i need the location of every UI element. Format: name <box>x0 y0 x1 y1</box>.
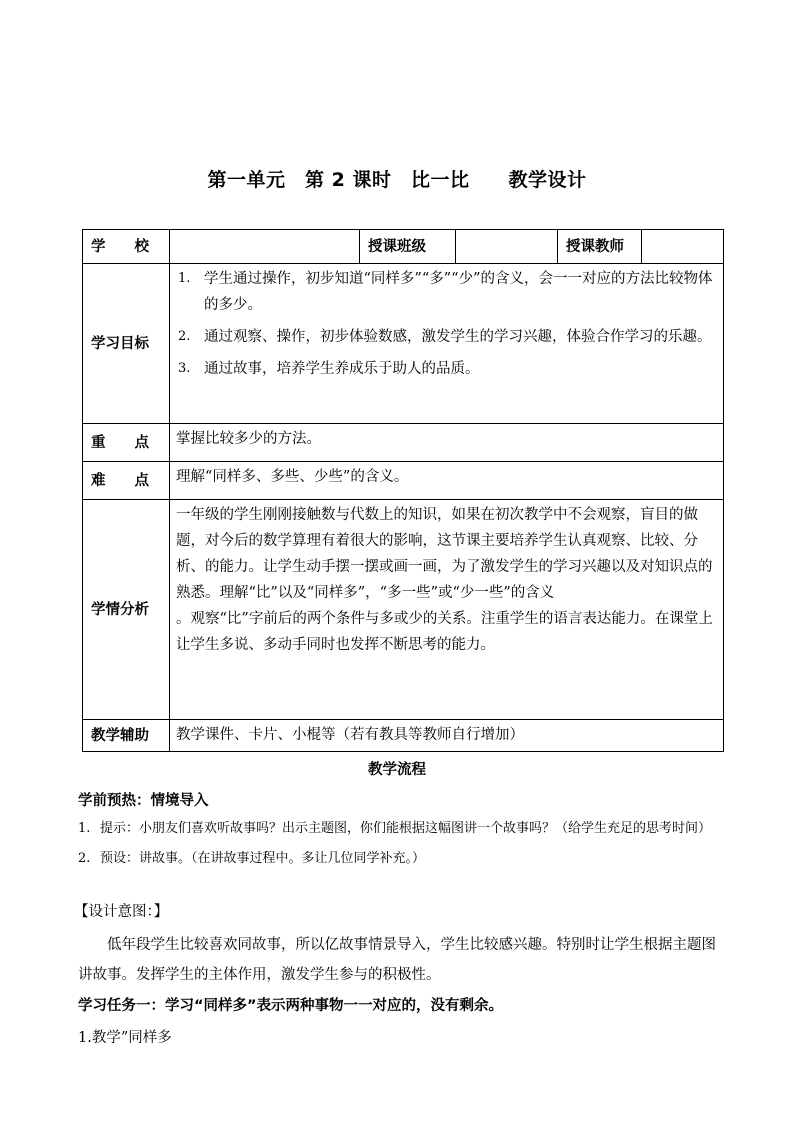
goal-item <box>176 356 717 382</box>
lesson-info-table <box>82 229 724 752</box>
difficulty-row <box>83 462 724 500</box>
goal-text: 学生通过操作，初步知道“同样多”“多”“少”的含义，会一一对应的方法比较物体的多少。 <box>204 271 713 313</box>
design-intent-text: 低年段学生比较喜欢同故事，所以亿故事情景导入，学生比较感兴趣。特别时让学生根据主题图讲故事。发挥学生的主体作用，激发学生参与的积极性。 <box>78 937 716 983</box>
design-intent-label: 【设计意图：】 <box>74 904 169 920</box>
goals-label: 学习目标 <box>83 264 170 424</box>
school-value <box>170 230 360 264</box>
page-title: 第一单元 第 2 课时 比一比 教学设计 <box>207 169 587 191</box>
list-text: 预设：讲故事。（在讲故事过程中。多让几位同学补充。） <box>100 851 426 866</box>
list-text: 提示：小朋友们喜欢听故事吗？出示主题图，你们能根据这幅图讲一个故事吗？（给学生充足的思考时间） <box>100 821 712 836</box>
flow-title: 教学流程 <box>368 762 426 778</box>
goal-number: 2. <box>178 329 191 344</box>
analysis-row <box>83 500 724 720</box>
goal-number: 1. <box>178 271 191 286</box>
aids-row <box>83 720 724 752</box>
list-number: 2. <box>78 851 91 866</box>
list-item <box>78 817 728 841</box>
analysis-paragraph: 一年级的学生刚刚接触数与代数上的知识，如果在初次教学中不会观察，盲目的做题，对今后的数学算理有着很大的影响，这节课主要培养学生认真观察、比较、分析、的能力。让学生动手摆一摆或画一画，为了激发学生的学习兴趣以及对知识点的熟悉。理解“比”以及“同样多”，“多一些”或“少一些”的含义 <box>176 507 713 601</box>
goal-number: 3. <box>178 361 191 376</box>
analysis-paragraph: 。观察“比”字前后的两个条件与多或少的关系。注重学生的语言表达能力。在课堂上让学生多说、多动手同时也发挥不断思考的能力。 <box>176 611 713 653</box>
key-label: 重 点 <box>83 424 170 462</box>
goals-cell <box>170 264 724 424</box>
difficulty-text: 理解“同样多、多些、少些”的含义。 <box>170 462 724 500</box>
list-item <box>78 847 728 871</box>
task1-subheading: 1.教学”同样多 <box>78 1030 172 1046</box>
analysis-cell <box>170 500 724 720</box>
difficulty-label: 难 点 <box>83 462 170 500</box>
goal-text: 通过观察、操作，初步体验数感，激发学生的学习兴趣，体验合作学习的乐趣。 <box>204 329 712 345</box>
class-label: 授课班级 <box>360 230 456 264</box>
header-row <box>83 230 724 264</box>
teacher-value <box>642 230 724 264</box>
teacher-label: 授课教师 <box>558 230 642 264</box>
aids-text: 教学课件、卡片、小棍等（若有教具等教师自行增加） <box>170 720 724 752</box>
warmup-heading: 学前预热：情境导入 <box>78 793 209 809</box>
task1-heading: 学习任务一：学习“同样多”表示两种事物一一对应的，没有剩余。 <box>78 998 504 1014</box>
flow-list <box>78 817 728 871</box>
aids-label: 教学辅助 <box>83 720 170 752</box>
school-label: 学 校 <box>83 230 170 264</box>
list-number: 1. <box>78 821 91 836</box>
goal-text: 通过故事，培养学生养成乐于助人的品质。 <box>204 361 480 377</box>
goals-row <box>83 264 724 424</box>
analysis-label: 学情分析 <box>83 500 170 720</box>
goal-item <box>176 266 717 318</box>
key-row <box>83 424 724 462</box>
class-value <box>456 230 558 264</box>
key-text: 掌握比较多少的方法。 <box>170 424 724 462</box>
goal-item <box>176 324 717 350</box>
